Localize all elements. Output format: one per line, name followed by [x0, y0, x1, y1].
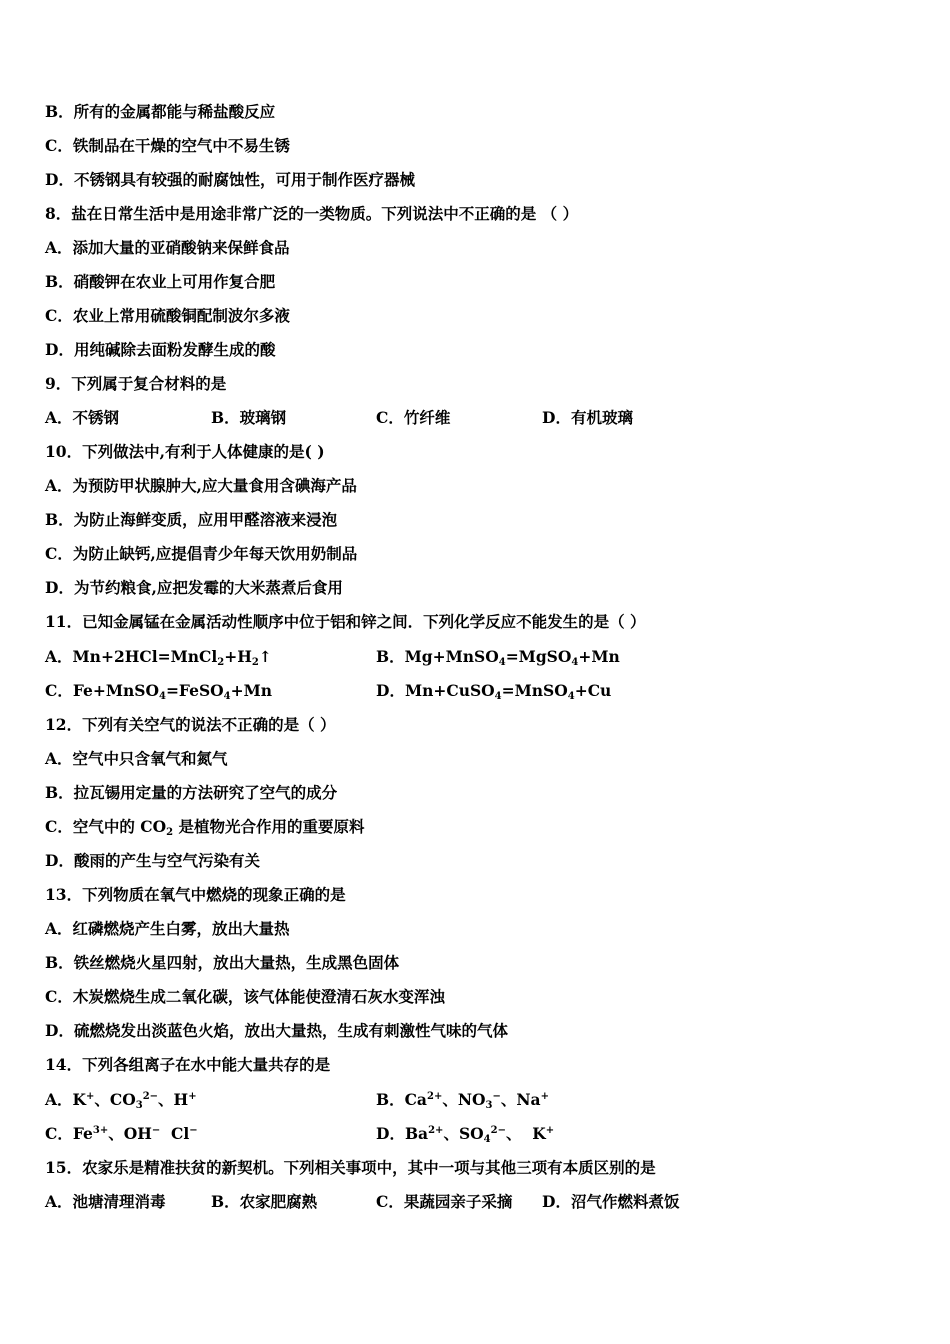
q12-option-a: A．空气中只含氧气和氮气 — [45, 749, 228, 768]
q15-option-b: B．农家肥腐熟 — [211, 1192, 318, 1211]
q14-option-c: C．$Fe^{3+}$、OH− Cl− — [45, 1124, 198, 1143]
q9-option-b: B．玻璃钢 — [211, 408, 287, 427]
q12-option-d: D．酸雨的产生与空气污染有关 — [45, 851, 260, 870]
q11-option-a: A．$Mn+2HCl=MnCl_2+H_2↑$ — [45, 647, 272, 668]
q10-option-d: D．为节约粮食,应把发霉的大米蒸煮后食用 — [45, 578, 343, 597]
q7-option-c: C．铁制品在干燥的空气中不易生锈 — [45, 136, 290, 155]
q11-option-d: D．Mn+CuSO$_4$=MnSO$_4$+Cu — [376, 681, 612, 702]
q8-option-b: B．硝酸钾在农业上可用作复合肥 — [45, 272, 276, 291]
q10-stem: 10．下列做法中,有利于人体健康的是( ) — [45, 442, 325, 461]
q11-stem: 11．已知金属锰在金属活动性顺序中位于铝和锌之间．下列化学反应不能发生的是（ ） — [45, 612, 646, 631]
q9-option-c: C．竹纤维 — [376, 408, 451, 427]
q11-option-c: C．Fe+MnSO$_4$=FeSO$_4$+Mn — [45, 681, 273, 702]
q12-option-c: C．空气中的 $CO_2$ 是植物光合作用的重要原料 — [45, 817, 365, 838]
q15-option-a: A．池塘清理消毒 — [45, 1192, 166, 1211]
q14-option-b: B．$Ca^{2+}$、$NO_3^-$、Na+ — [376, 1090, 549, 1111]
q8-option-d: D．用纯碱除去面粉发酵生成的酸 — [45, 340, 276, 359]
q13-option-c: C．木炭燃烧生成二氧化碳，该气体能使澄清石灰水变浑浊 — [45, 987, 445, 1006]
q7-option-b: B．所有的金属都能与稀盐酸反应 — [45, 102, 276, 121]
q9-stem: 9．下列属于复合材料的是 — [45, 374, 227, 393]
q13-option-b: B．铁丝燃烧火星四射，放出大量热，生成黑色固体 — [45, 953, 400, 972]
q14-option-d: D．$Ba^{2+}$、$SO_4^{2-}$、 K+ — [376, 1124, 555, 1145]
q15-option-c: C．果蔬园亲子采摘 — [376, 1192, 513, 1211]
q12-stem: 12．下列有关空气的说法不正确的是（ ） — [45, 715, 336, 734]
q13-option-d: D．硫燃烧发出淡蓝色火焰，放出大量热，生成有刺激性气味的气体 — [45, 1021, 508, 1040]
q15-option-d: D．沼气作燃料煮饭 — [542, 1192, 680, 1211]
q11-option-b: B．Mg+MnSO$_4$=MgSO$_4$+Mn — [376, 647, 620, 668]
q14-stem: 14．下列各组离子在水中能大量共存的是 — [45, 1055, 331, 1074]
q8-option-a: A．添加大量的亚硝酸钠来保鲜食品 — [45, 238, 290, 257]
q10-option-a: A．为预防甲状腺肿大,应大量食用含碘海产品 — [45, 476, 357, 495]
q10-option-c: C．为防止缺钙,应提倡青少年每天饮用奶制品 — [45, 544, 358, 563]
q15-stem: 15．农家乐是精准扶贫的新契机。下列相关事项中，其中一项与其他三项有本质区别的是 — [45, 1158, 656, 1177]
q9-option-a: A．不锈钢 — [45, 408, 120, 427]
q8-option-c: C．农业上常用硫酸铜配制波尔多液 — [45, 306, 290, 325]
q12-option-b: B．拉瓦锡用定量的方法研究了空气的成分 — [45, 783, 338, 802]
q10-option-b: B．为防止海鲜变质，应用甲醛溶液来浸泡 — [45, 510, 338, 529]
q7-option-d: D．不锈钢具有较强的耐腐蚀性，可用于制作医疗器械 — [45, 170, 415, 189]
q14-option-a: A．K+、$CO_3^{2-}$、H+ — [45, 1090, 197, 1111]
q13-stem: 13．下列物质在氧气中燃烧的现象正确的是 — [45, 885, 346, 904]
q13-option-a: A．红磷燃烧产生白雾，放出大量热 — [45, 919, 290, 938]
q9-option-d: D．有机玻璃 — [542, 408, 633, 427]
q8-stem: 8．盐在日常生活中是用途非常广泛的一类物质。下列说法中不正确的是 （ ） — [45, 204, 579, 223]
